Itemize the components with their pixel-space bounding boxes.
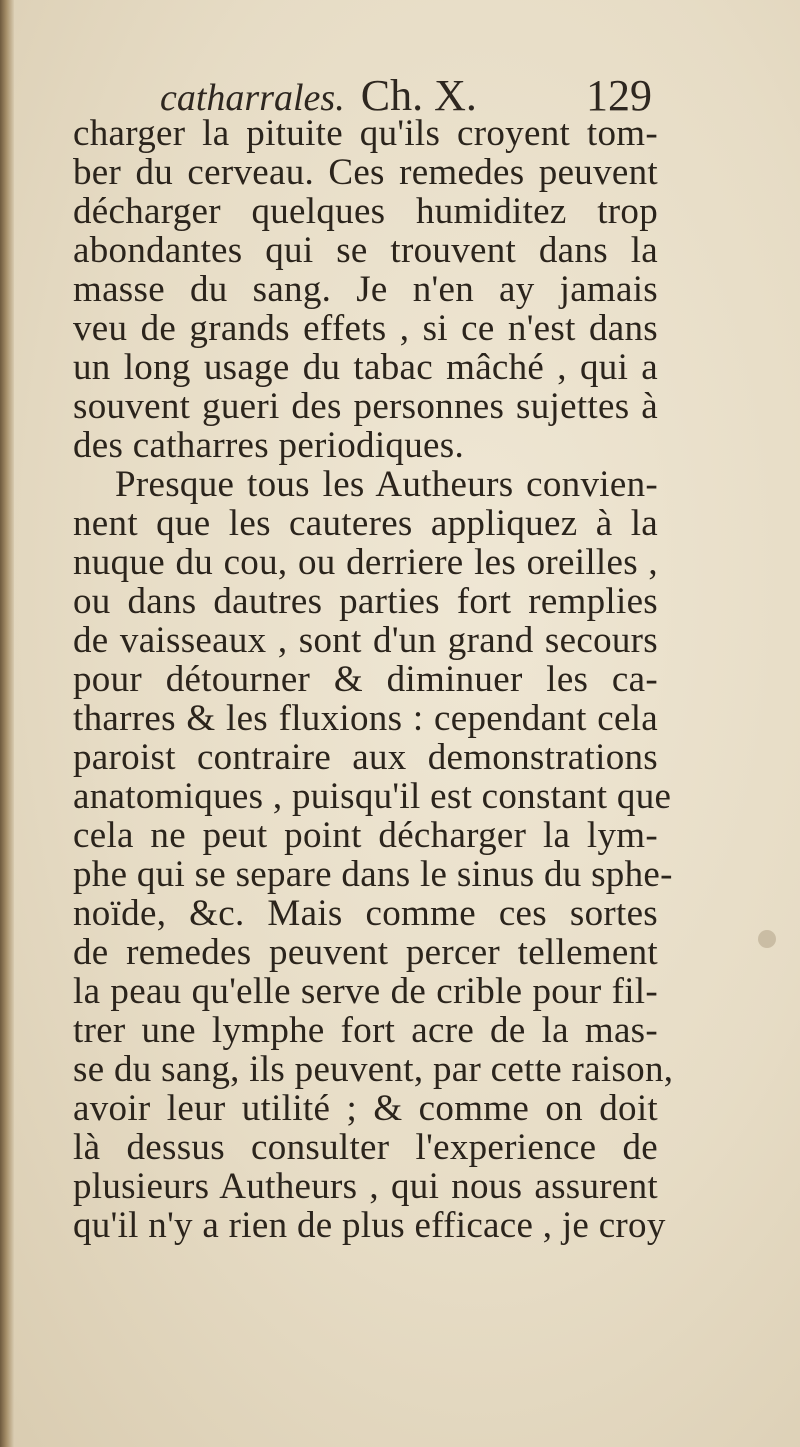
text-line: des catharres periodiques. xyxy=(73,425,465,466)
text-line: trer une lymphe fort acre de la mas- xyxy=(73,1010,658,1051)
text-line: noïde, &c. Mais comme ces sortes xyxy=(73,893,658,934)
text-line: nuque du cou, ou derriere les oreilles , xyxy=(73,542,658,583)
page-number: 129 xyxy=(586,71,652,120)
text-line: plusieurs Autheurs , qui nous assurent xyxy=(73,1166,658,1207)
text-line: un long usage du tabac mâché , qui a xyxy=(73,347,658,388)
text-line: de vaisseaux , sont d'un grand secours xyxy=(73,620,658,661)
text-line: Presque tous les Autheurs convien- xyxy=(115,464,658,505)
text-line: de remedes peuvent percer tellement xyxy=(73,932,658,973)
text-line: masse du sang. Je n'en ay jamais xyxy=(73,269,658,310)
chapter-label: Ch. X. xyxy=(360,71,477,120)
text-line: veu de grands effets , si ce n'est dans xyxy=(73,308,658,349)
text-line: phe qui se separe dans le sinus du sphe- xyxy=(73,854,673,895)
text-line: anatomiques , puisqu'il est constant que xyxy=(73,776,672,817)
text-line: se du sang, ils peuvent, par cette raison, xyxy=(73,1049,674,1090)
text-line: cela ne peut point décharger la lym- xyxy=(73,815,658,856)
text-line: abondantes qui se trouvent dans la xyxy=(73,230,658,271)
text-line: tharres & les fluxions : cependant cela xyxy=(73,698,658,739)
text-line: souvent gueri des personnes sujettes à xyxy=(73,386,658,427)
body-text xyxy=(73,113,674,1246)
text-line: là dessus consulter l'experience de xyxy=(73,1127,658,1168)
text-line: ou dans dautres parties fort remplies xyxy=(73,581,658,622)
text-line: pour détourner & diminuer les ca- xyxy=(73,659,658,700)
running-title: catharrales. xyxy=(160,77,345,119)
text-line: la peau qu'elle serve de crible pour fil- xyxy=(73,971,658,1012)
text-line: charger la pituite qu'ils croyent tom- xyxy=(73,113,658,154)
paper-stain xyxy=(758,930,776,948)
text-line: avoir leur utilité ; & comme on doit xyxy=(73,1088,658,1129)
text-line: paroist contraire aux demonstrations xyxy=(73,737,658,778)
text-line: ber du cerveau. Ces remedes peuvent xyxy=(73,152,658,193)
text-line: nent que les cauteres appliquez à la xyxy=(73,503,658,544)
text-line: décharger quelques humiditez trop xyxy=(73,191,658,232)
text-line: qu'il n'y a rien de plus efficace , je croy xyxy=(73,1205,666,1246)
page-binding-edge xyxy=(0,0,14,1447)
